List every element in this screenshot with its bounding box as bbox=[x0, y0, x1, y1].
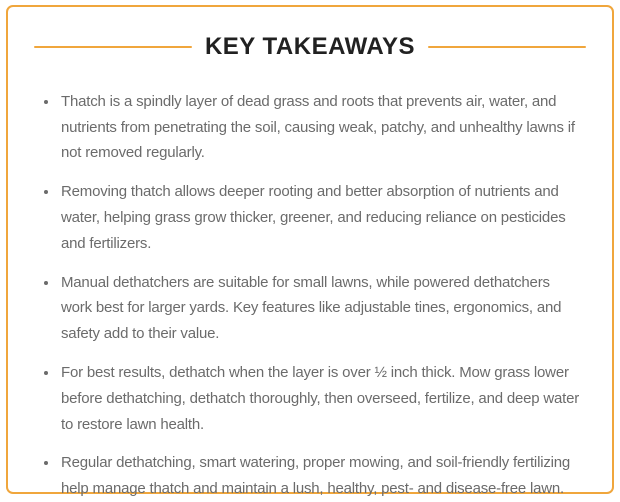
takeaways-list bbox=[32, 89, 588, 502]
takeaway-text: Manual dethatchers are suitable for small lawns, while powered dethatchers work best for larger yards. Key features like adjustable tines, ergonomics, and safety add to their value. bbox=[61, 273, 562, 343]
takeaway-text: Regular dethatching, smart watering, proper mowing, and soil-friendly fertilizing help manage thatch and maintain a lush, healthy, pest- and disease-free lawn. bbox=[61, 454, 571, 498]
panel-header bbox=[32, 33, 588, 62]
title-rule-left bbox=[34, 46, 192, 48]
takeaway-item bbox=[59, 179, 580, 256]
panel-title: KEY TAKEAWAYS bbox=[204, 33, 416, 60]
takeaway-item bbox=[59, 89, 580, 166]
takeaway-item bbox=[59, 360, 580, 437]
takeaway-text: Thatch is a spindly layer of dead grass and roots that prevents air, water, and nutrients from penetrating the soil, causing weak, patchy, and unhealthy lawns if not removed regularly. bbox=[61, 92, 575, 162]
takeaway-text: Removing thatch allows deeper rooting and better absorption of nutrients and water, helping grass grow thicker, greener, and reducing reliance on pesticides and fertilizers. bbox=[61, 183, 566, 252]
takeaway-item bbox=[59, 270, 580, 347]
takeaway-text: For best results, dethatch when the layer is over ½ inch thick. Mow grass lower before dethatching, dethatch thoroughly, then overseed, fertilize, and deep water to restore lawn health. bbox=[61, 363, 580, 433]
takeaway-item bbox=[59, 450, 580, 502]
key-takeaways-panel bbox=[6, 5, 614, 498]
title-rule-right bbox=[428, 46, 586, 48]
